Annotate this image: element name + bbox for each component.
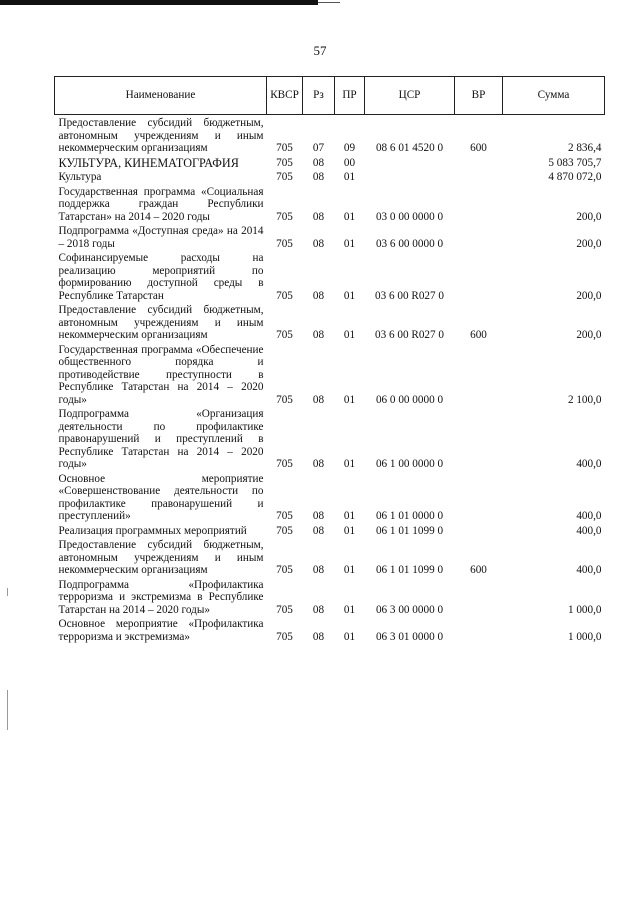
row-vr: [455, 250, 503, 302]
table-row: [55, 616, 605, 643]
row-kvsr: 705: [276, 142, 293, 154]
row-csr: [365, 169, 455, 184]
row-sum: 400,0: [576, 458, 602, 470]
row-pr: 01: [343, 458, 356, 470]
row-rz: 08: [312, 329, 325, 341]
row-rz: 08: [312, 171, 325, 183]
row-kvsr: 705: [276, 210, 293, 223]
row-sum: 400,0: [576, 564, 602, 576]
table-row: [55, 577, 605, 617]
row-csr: [365, 155, 455, 170]
row-kvsr: 705: [276, 156, 293, 169]
row-pr: 01: [343, 524, 356, 537]
row-sum: 200,0: [576, 289, 602, 302]
row-sum: 200,0: [576, 329, 602, 341]
table-row: [55, 342, 605, 407]
row-pr: 01: [343, 210, 356, 223]
row-csr: 06 3 00 0000 0: [375, 603, 444, 616]
row-pr: 01: [343, 630, 356, 643]
row-name: Предоставление субсидий бюджетным, автономным учреждениям и иным некоммерческим организациям: [58, 304, 264, 341]
row-vr: [455, 155, 503, 170]
row-sum: 2 100,0: [567, 393, 602, 406]
row-vr: [455, 223, 503, 250]
table-row: [55, 169, 605, 184]
row-sum: 5 083 705,7: [548, 156, 602, 169]
row-name: Предоставление субсидий бюджетным, автономным учреждениям и иным некоммерческим организациям: [58, 117, 264, 154]
row-kvsr: 705: [276, 237, 293, 250]
table-body: [55, 115, 605, 644]
row-pr: 01: [343, 171, 356, 183]
row-pr: 01: [343, 329, 356, 341]
row-pr: 00: [343, 156, 356, 169]
row-name: Государственная программа «Обеспечение общественного порядка и противодействие преступности в Республике Татарстан на 2014 – 2020 годы»: [58, 343, 264, 406]
row-csr: 03 6 00 R027 0: [375, 329, 444, 341]
row-kvsr: 705: [276, 329, 293, 341]
row-rz: 08: [312, 603, 325, 616]
header-sum: Сумма: [503, 77, 605, 115]
header-pr: ПР: [335, 77, 365, 115]
row-vr: [455, 342, 503, 407]
row-rz: 08: [312, 156, 325, 169]
table-row: [55, 302, 605, 342]
row-name: Предоставление субсидий бюджетным, автономным учреждениям и иным некоммерческим организациям: [58, 539, 264, 576]
table-row: [55, 471, 605, 523]
table-header-row: [55, 77, 605, 115]
row-name: Подпрограмма «Организация деятельности по профилактике правонарушений и преступлений в Республике Татарстан на 2014 – 2020 годы»: [58, 408, 264, 470]
row-kvsr: 705: [276, 510, 293, 522]
scan-artifact-mark: [7, 690, 8, 730]
row-csr: 08 6 01 4520 0: [375, 142, 444, 154]
row-rz: 08: [312, 510, 325, 522]
header-vr: ВР: [455, 77, 503, 115]
row-rz: 07: [312, 142, 325, 154]
row-csr: 06 1 01 1099 0: [375, 564, 444, 576]
row-kvsr: 705: [276, 524, 293, 537]
row-kvsr: 705: [276, 171, 293, 183]
table-row: [55, 223, 605, 250]
row-sum: 200,0: [576, 237, 602, 250]
row-pr: 01: [343, 603, 356, 616]
row-rz: 08: [312, 630, 325, 643]
row-pr: 01: [343, 564, 356, 576]
row-kvsr: 705: [276, 393, 293, 406]
row-rz: 08: [312, 564, 325, 576]
table-row: [55, 184, 605, 224]
row-name: Основное мероприятие «Профилактика терроризма и экстремизма»: [58, 618, 264, 643]
row-rz: 08: [312, 210, 325, 223]
scan-artifact-line: [318, 2, 340, 3]
row-vr: 600: [470, 329, 487, 341]
row-rz: 08: [312, 458, 325, 470]
header-name: Наименование: [55, 77, 267, 115]
budget-table: [54, 76, 605, 643]
row-kvsr: 705: [276, 630, 293, 643]
row-name: Софинансируемые расходы на реализацию мероприятий по формированию доступной среды в Республике Татарстан: [58, 252, 264, 302]
header-kvsr: КВСР: [267, 77, 303, 115]
row-name: Реализация программных мероприятий: [58, 524, 247, 537]
row-kvsr: 705: [276, 564, 293, 576]
row-csr: 06 1 01 0000 0: [375, 510, 444, 522]
row-vr: [455, 406, 503, 471]
row-sum: 200,0: [576, 210, 602, 223]
row-csr: 03 6 00 0000 0: [375, 237, 444, 250]
row-pr: 01: [343, 510, 356, 522]
scan-artifact-mark: [7, 588, 8, 596]
table-row: [55, 406, 605, 471]
row-name: Культура: [58, 171, 102, 183]
table-row: [55, 115, 605, 155]
row-csr: 03 0 00 0000 0: [375, 210, 444, 223]
row-csr: 06 3 01 0000 0: [375, 630, 444, 643]
row-sum: 4 870 072,0: [548, 171, 602, 183]
row-rz: 08: [312, 289, 325, 302]
row-pr: 01: [343, 289, 356, 302]
row-kvsr: 705: [276, 289, 293, 302]
row-vr: [455, 184, 503, 224]
row-csr: 06 1 00 0000 0: [375, 458, 444, 470]
row-vr: [455, 523, 503, 538]
row-name: Государственная программа «Социальная поддержка граждан Республики Татарстан» на 2014 – 2020 годы: [58, 185, 264, 223]
row-vr: 600: [470, 142, 487, 154]
row-vr: [455, 169, 503, 184]
row-rz: 08: [312, 524, 325, 537]
row-vr: [455, 577, 503, 617]
row-pr: 01: [343, 237, 356, 250]
row-sum: 1 000,0: [567, 603, 602, 616]
row-pr: 09: [343, 142, 356, 154]
row-sum: 1 000,0: [567, 630, 602, 643]
row-vr: [455, 616, 503, 643]
row-csr: 06 0 00 0000 0: [375, 393, 444, 406]
table-row: [55, 537, 605, 577]
row-sum: 400,0: [576, 524, 602, 537]
row-csr: 03 6 00 R027 0: [375, 289, 444, 302]
row-sum: 2 836,4: [567, 142, 602, 154]
row-name: КУЛЬТУРА, КИНЕМАТОГРАФИЯ: [58, 155, 239, 170]
row-name: Подпрограмма «Профилактика терроризма и экстремизма в Республике Татарстан на 2014 – 2020 годы»: [58, 578, 264, 616]
row-vr: [455, 471, 503, 523]
header-csr: ЦСР: [365, 77, 455, 115]
row-pr: 01: [343, 393, 356, 406]
row-name: Основное мероприятие «Совершенствование деятельности по профилактике правонарушений и преступлений»: [58, 472, 264, 522]
row-rz: 08: [312, 237, 325, 250]
row-kvsr: 705: [276, 603, 293, 616]
table-row: [55, 523, 605, 538]
table-row: [55, 250, 605, 302]
row-rz: 08: [312, 393, 325, 406]
row-csr: 06 1 01 1099 0: [375, 524, 444, 537]
page-number: 57: [313, 43, 327, 58]
row-name: Подпрограмма «Доступная среда» на 2014 – 2018 годы: [58, 225, 264, 250]
row-sum: 400,0: [576, 510, 602, 522]
row-kvsr: 705: [276, 458, 293, 470]
table-row: [55, 155, 605, 170]
row-vr: 600: [470, 564, 487, 576]
scan-artifact-bar: [0, 0, 318, 5]
header-rz: Рз: [303, 77, 335, 115]
